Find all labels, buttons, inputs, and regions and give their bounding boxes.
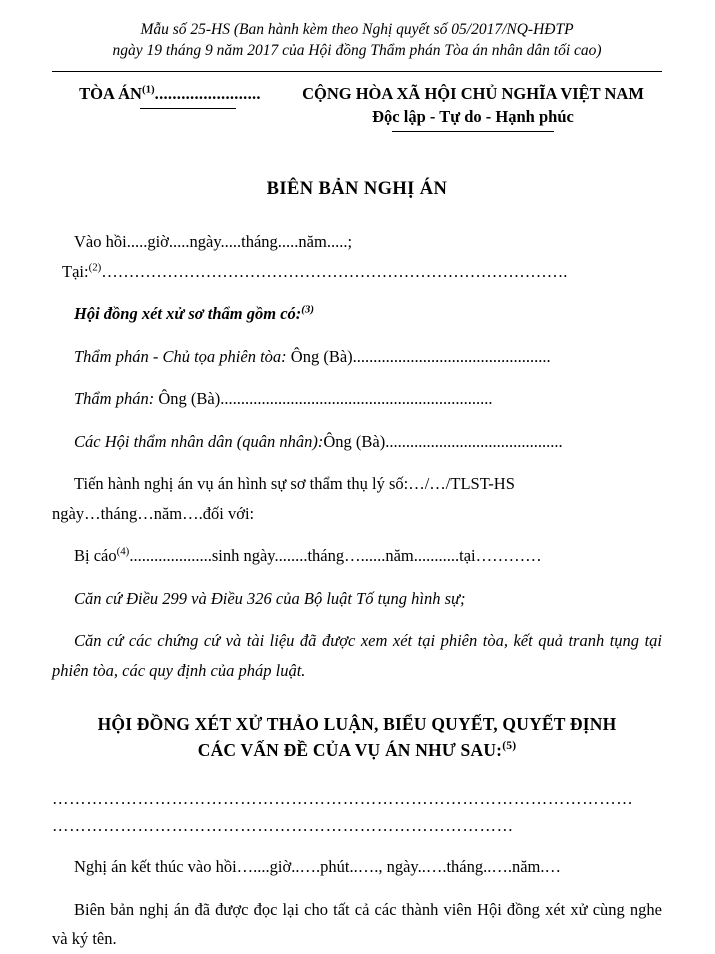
defendant-label: Bị cáo: [74, 546, 117, 565]
closing-note-line: Biên bản nghị án đã được đọc lại cho tất cả các thành viên Hội đồng xét xử cùng nghe và ký tên.: [52, 899, 662, 948]
session-time-line: Vào hồi.....giờ.....ngày.....tháng.....năm.....;: [74, 232, 353, 251]
header-divider-rule: [52, 71, 662, 72]
assessors-value: Ông (Bà): [323, 431, 386, 451]
place-footnote-marker: (2): [88, 261, 102, 273]
resolution-footnote-marker: (5): [502, 740, 517, 753]
blank-fill-line-2: ………………………………………………………………………: [52, 816, 514, 835]
official-header: [52, 84, 662, 132]
judge-dots: ..................................................................: [220, 389, 493, 408]
court-dots: ........................: [154, 84, 261, 103]
court-underline: [140, 108, 236, 109]
court-label: TÒA ÁN: [79, 84, 142, 103]
session-place-line: [52, 257, 662, 287]
panel-heading-label: Hội đồng xét xử sơ thẩm gồm có:: [74, 304, 302, 323]
proceeding-line-2: ngày…tháng…năm….đối với:: [52, 503, 255, 523]
document-body: [52, 227, 662, 954]
closing-time-line: Nghị án kết thúc vào hồi…....giờ..….phút..…., ngày..….tháng..….năm.…: [74, 857, 562, 876]
place-label: Tại:: [62, 261, 89, 281]
assessors-label: Các Hội thẩm nhân dân (quân nhân):: [74, 431, 324, 451]
legal-basis-articles: Căn cứ Điều 299 và Điều 326 của Bộ luật Tố tụng hình sự;: [74, 588, 466, 608]
judge-value: Ông (Bà): [154, 389, 221, 408]
place-dots: ………………………………………………………………………….: [101, 261, 568, 281]
national-motto: Độc lập - Tự do - Hạnh phúc: [372, 107, 574, 126]
panel-heading-footnote-marker: (3): [301, 303, 314, 316]
form-reference-line-1: Mẫu số 25-HS (Ban hành kèm theo Nghị quyết số 05/2017/NQ-HĐTP: [140, 21, 574, 38]
legal-basis-evidence: Căn cứ các chứng cứ và tài liệu đã được xem xét tại phiên tòa, kết quả tranh tụng tại phiên tòa, các quy định của pháp luật.: [52, 631, 662, 680]
court-name-line: [56, 84, 284, 104]
judge-label: Thẩm phán:: [74, 389, 155, 408]
assessors-line: [52, 427, 662, 457]
blank-fill-line-1: …………………………………………………………………………………………: [52, 789, 634, 808]
presiding-judge-dots: ................................................: [352, 346, 551, 366]
document-content: [52, 0, 662, 954]
court-footnote-marker: (1): [141, 83, 155, 96]
national-header-block: [284, 84, 662, 132]
proceeding-line-1: Tiến hành nghị án vụ án hình sự sơ thẩm thụ lý số:…/…/TLST-HS: [74, 474, 515, 493]
resolution-heading-line-2: [52, 737, 662, 763]
form-reference: [52, 0, 662, 61]
national-motto-underline: [392, 131, 554, 132]
panel-heading-line: [52, 299, 662, 329]
court-name-block: [52, 84, 284, 109]
blank-fill-lines: [52, 785, 662, 839]
national-title: CỘNG HÒA XÃ HỘI CHỦ NGHĨA VIỆT NAM: [302, 84, 644, 103]
presiding-judge-label: Thẩm phán - Chủ tọa phiên tòa:: [74, 346, 287, 366]
defendant-dots: ....................sinh ngày........tháng…......năm...........tại…………: [129, 546, 542, 565]
judge-line: [52, 384, 662, 414]
defendant-footnote-marker: (4): [116, 545, 130, 558]
form-reference-line-2: ngày 19 tháng 9 năm 2017 của Hội đồng Thẩm phán Tòa án nhân dân tối cao): [112, 42, 602, 59]
presiding-judge-value: Ông (Bà): [286, 346, 353, 366]
resolution-heading: [52, 711, 662, 763]
defendant-line: [52, 541, 662, 571]
document-title: BIÊN BẢN NGHỊ ÁN: [266, 179, 448, 199]
resolution-heading-line-1: HỘI ĐỒNG XÉT XỬ THẢO LUẬN, BIỂU QUYẾT, QUYẾT ĐỊNH: [97, 714, 617, 734]
presiding-judge-line: [52, 342, 662, 372]
resolution-heading-line-2-text: CÁC VẤN ĐỀ CỦA VỤ ÁN NHƯ SAU:: [197, 740, 503, 760]
assessors-dots: ...........................................: [385, 431, 563, 451]
